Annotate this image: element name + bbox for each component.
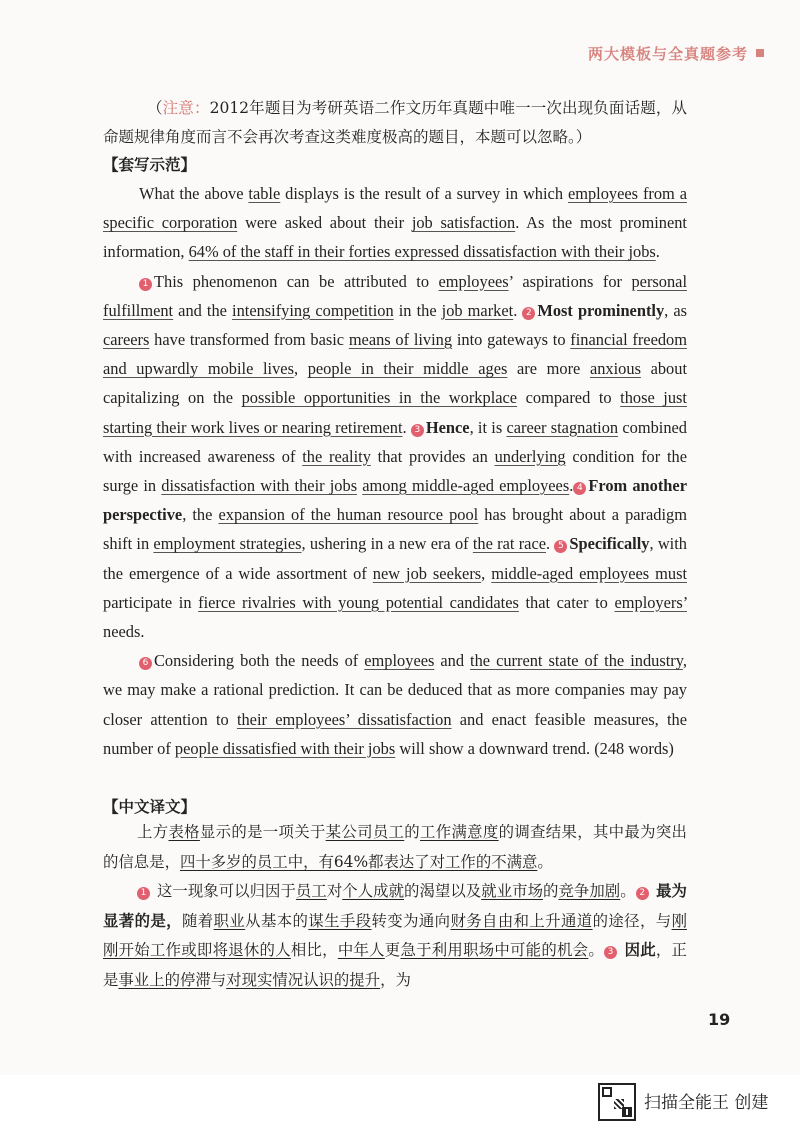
- translation-title: 【中文译文】: [103, 798, 197, 816]
- english-sample: [103, 179, 687, 763]
- number-badge-icon: 1: [137, 887, 150, 900]
- chinese-paragraph-1: 上方表格显示的是一项关于某公司员工的工作满意度的调查结果，其中最为突出的信息是，四十多岁的员工中，有64%都表达了对工作的不满意。: [103, 823, 687, 871]
- number-badge-icon: 4: [573, 482, 586, 495]
- number-badge-icon: 1: [139, 278, 152, 291]
- english-paragraph-3: 6 Considering both the needs of employees and the current state of the industry, we may make a rational prediction. It can be deduced that as more companies may pay closer attention to their employees’ dissatisfaction and enact feasible measures, the number of people dissatisfied with their jobs will show a downward trend. (248 words): [103, 651, 688, 758]
- number-badge-icon: 2: [522, 307, 535, 320]
- number-badge-icon: 3: [604, 946, 617, 959]
- page-number: 19: [708, 1010, 731, 1029]
- header-square-icon: [756, 49, 764, 57]
- number-badge-icon: 5: [554, 540, 567, 553]
- english-paragraph-2: 1 This phenomenon can be attributed to employees’ aspirations for personal fulfillment and the intensifying competition in the job market. 2 Most prominently, as careers have transformed from basic means of living into gateways to financial freedom and upwardly mobile lives, people in their middle ages are more anxious about capitalizing on the possible opportunities in the workplace compared to those just starting their work lives or nearing retirement. 3 Hence, it is career stagnation combined with increased awareness of the reality that provides an underlying condition for the surge in dissatisfaction with their jobs among middle-aged employees. 4 From another perspective, the expansion of the human resource pool has brought about a paradigm shift in employment strategies, ushering in a new era of the rat race. 5 Specifically, with the emergence of a wide assortment of new job seekers, middle-aged employees must participate in fierce rivalries with young potential candidates that cater to employers’ needs.: [103, 271, 688, 642]
- chinese-paragraph-2: 1 这一现象可以归因于员工对个人成就的渴望以及就业市场的竞争加剧。 2 最为显著的是，随着职业从基本的谋生手段转变为通向财务自由和上升通道的途径，与刚刚开始工作或即将退休的人相比，中年人更急于利用职场中可能的机会。 3 因此，正是事业上的停滞与对现实情况认识的提升，为: [103, 882, 687, 989]
- number-badge-icon: 2: [636, 887, 649, 900]
- number-badge-icon: 3: [411, 424, 424, 437]
- chinese-translation: [103, 818, 687, 995]
- sample-title: 【套写示范】: [103, 156, 197, 174]
- running-header: [530, 38, 800, 68]
- scanner-label: 扫描全能王 创建: [644, 1093, 769, 1113]
- scanner-footer: [0, 1075, 800, 1132]
- note-text: 2012年题目为考研英语二作文历年真题中唯一一次出现负面话题，从命题规律角度而言不会再次考查这类难度极高的题目，本题可以忽略。）: [103, 99, 687, 146]
- note-label: 注意：: [162, 99, 210, 117]
- header-title: 两大模板与全真题参考: [587, 44, 748, 63]
- english-paragraph-1: What the above table displays is the result of a survey in which employees from a specific corporation were asked about their job satisfaction. As the most prominent information, 64% of the staff in their forties expressed dissatisfaction with their jobs.: [103, 184, 687, 262]
- note-paragraph: （注意：2012年题目为考研英语二作文历年真题中唯一一次出现负面话题，从命题规律角度而言不会再次考查这类难度极高的题目，本题可以忽略。）: [103, 99, 687, 146]
- number-badge-icon: 6: [139, 657, 152, 670]
- qr-code-icon: [598, 1083, 636, 1121]
